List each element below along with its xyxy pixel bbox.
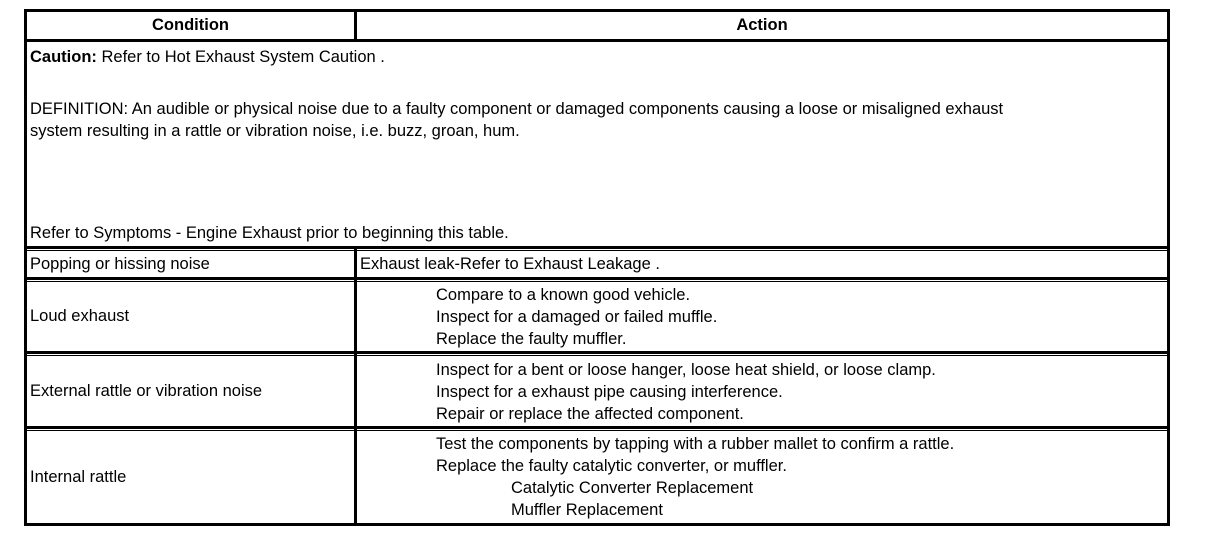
row-2-action-2: Inspect for a damaged or failed muffle. bbox=[436, 308, 718, 326]
row-2-condition: Loud exhaust bbox=[30, 307, 130, 325]
row-4-action-1: Test the components by tapping with a rubber mallet to confirm a rattle. bbox=[436, 435, 955, 453]
caution-line bbox=[30, 46, 385, 68]
table-border-right bbox=[1167, 9, 1170, 526]
table-border-top bbox=[24, 9, 1170, 12]
row-divider-2b bbox=[24, 355, 1170, 356]
row-divider-2 bbox=[24, 351, 1170, 354]
row-3-condition: External rattle or vibration noise bbox=[30, 382, 263, 400]
row-4-subaction-2: Muffler Replacement bbox=[511, 501, 663, 519]
column-divider-rows bbox=[354, 246, 357, 526]
row-divider-1 bbox=[24, 277, 1170, 280]
row-4-condition: Internal rattle bbox=[30, 468, 127, 486]
intro-divider bbox=[24, 246, 1170, 249]
row-1-action-1: Exhaust leak-Refer to Exhaust Leakage . bbox=[360, 255, 660, 273]
row-divider-3b bbox=[24, 430, 1170, 431]
table-border-left bbox=[24, 9, 27, 526]
row-4-action-2: Replace the faulty catalytic converter, or muffler. bbox=[436, 457, 787, 475]
table-border-bottom bbox=[24, 523, 1170, 526]
caution-label: Caution: bbox=[30, 48, 97, 66]
definition-line-2: system resulting in a rattle or vibration noise, i.e. buzz, groan, hum. bbox=[30, 122, 520, 140]
row-2-action-1: Compare to a known good vehicle. bbox=[436, 286, 691, 304]
row-3-action-1: Inspect for a bent or loose hanger, loose heat shield, or loose clamp. bbox=[436, 361, 936, 379]
row-1-condition: Popping or hissing noise bbox=[30, 255, 210, 273]
row-3-action-3: Repair or replace the affected component. bbox=[436, 405, 744, 423]
header-divider bbox=[24, 39, 1170, 42]
row-divider-3 bbox=[24, 426, 1170, 429]
row-divider-1b bbox=[24, 281, 1170, 282]
header-action: Action bbox=[736, 16, 788, 34]
header-condition: Condition bbox=[152, 16, 229, 34]
row-4-subaction-1: Catalytic Converter Replacement bbox=[511, 479, 754, 497]
row-3-action-2: Inspect for a exhaust pipe causing interference. bbox=[436, 383, 783, 401]
definition-line-1: DEFINITION: An audible or physical noise due to a faulty component or damaged components causing a loose or misaligned exhaust bbox=[30, 100, 1004, 118]
diagnostic-table bbox=[24, 9, 1170, 526]
row-2-action-3: Replace the faulty muffler. bbox=[436, 330, 627, 348]
refer-line: Refer to Symptoms - Engine Exhaust prior to beginning this table. bbox=[30, 224, 509, 242]
intro-divider-second bbox=[24, 250, 1170, 251]
caution-text: Refer to Hot Exhaust System Caution . bbox=[96, 48, 385, 66]
